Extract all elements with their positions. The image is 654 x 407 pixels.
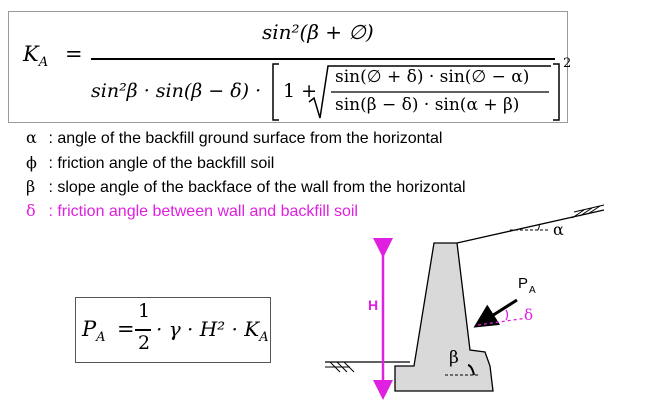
legend-alpha-symbol: α [26,128,37,147]
ka-lhs: $K_A$ [23,42,49,71]
ka-numerator: sin²(β + ∅) [262,20,374,44]
left-ground-hatch [325,362,354,372]
ka-denominator-prefix: sin²β · sin(β − δ) · [91,80,262,102]
sqrt-numerator: sin(∅ + δ) · sin(∅ − α) [335,67,530,87]
ka-exponent: 2 [563,56,572,71]
retaining-wall [395,243,493,391]
height-label: H [368,297,379,313]
pa-equals: = [117,317,135,341]
pa-lhs: $P_A$ [82,317,106,346]
legend-beta-text: : slope angle of the backface of the wall from the horizontal [44,179,466,196]
legend-phi-symbol: ϕ [26,153,37,172]
alpha-label: α [553,220,564,239]
legend-delta-symbol: δ [26,201,36,220]
sqrt-denominator: sin(β − δ) · sin(α + β) [335,95,520,115]
pa-frac-num: 1 [138,300,151,322]
ka-equals: = [65,42,83,66]
legend-phi-text: : friction angle of the backfill soil [44,155,275,172]
beta-label: β [449,348,459,368]
delta-label: δ [524,306,534,324]
pa-frac-den: 2 [138,332,151,354]
legend-beta-symbol: β [26,177,36,196]
legend-delta-text: : friction angle between wall and backfill soil [44,203,358,220]
pa-label: P [518,275,529,292]
pa-rest: · $\gamma \cdot H^2 \cdot K_A$ [156,317,269,345]
delta-arc [506,310,508,320]
pa-label-sub: A [529,285,536,296]
ka-one-plus: 1 + [283,80,318,102]
legend-alpha-text: : angle of the backfill ground surface from the horizontal [44,130,443,147]
